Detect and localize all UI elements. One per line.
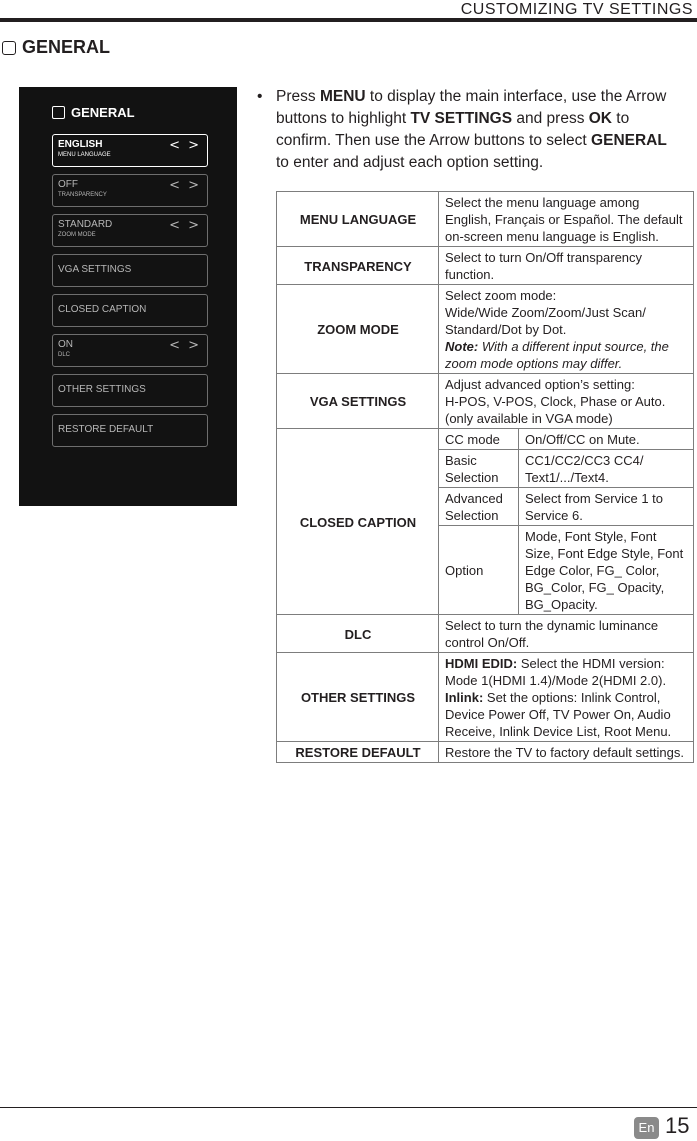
tv-menu-item-restore-default[interactable] — [52, 414, 208, 447]
edid-label: HDMI EDID: — [445, 656, 518, 671]
tv-menu-screenshot — [19, 87, 237, 506]
description-line — [445, 689, 688, 740]
description-line: Select zoom mode: — [445, 288, 557, 303]
description-line — [445, 655, 688, 689]
description-line: (only available in VGA mode) — [445, 411, 613, 426]
tv-menu-item-caption: MENU LANGUAGE — [58, 152, 111, 158]
setting-description: Restore the TV to factory default settings. — [439, 742, 694, 763]
intro-text-part: and press — [512, 110, 589, 127]
language-badge: En — [634, 1117, 659, 1139]
tv-menu-item-caption: TRANSPARENCY — [58, 192, 107, 198]
left-right-arrows-icon: < > — [169, 178, 201, 193]
cc-option-value: Mode, Font Style, Font Size, Font Edge Style, Font Edge Color, FG_ Color, BG_Color, FG_ Opacity, BG_Opacity. — [519, 526, 694, 615]
table-row — [277, 615, 694, 653]
left-right-arrows-icon: < > — [169, 338, 201, 353]
tv-menu-item-caption: DLC — [58, 352, 71, 358]
table-row — [277, 429, 694, 450]
tv-menu-heading — [52, 105, 135, 120]
tv-menu-item-value: ON — [58, 339, 73, 350]
note — [445, 338, 688, 372]
intro-text — [276, 86, 677, 174]
inlink-label: Inlink: — [445, 690, 484, 705]
page-number: 15 — [665, 1113, 690, 1138]
bullet-icon: • — [257, 88, 263, 105]
intro-bold-tv-settings: TV SETTINGS — [410, 110, 513, 127]
header-title: CUSTOMIZING TV SETTINGS — [460, 1, 693, 18]
table-row — [277, 247, 694, 285]
setting-description: Select the menu language among English, Français or Español. The default on-screen menu language is English. — [439, 192, 694, 247]
intro-instruction — [257, 86, 677, 174]
checkbox-square-icon — [2, 41, 16, 55]
tv-menu-item-value: ENGLISH — [58, 139, 103, 150]
general-settings-table — [276, 191, 694, 763]
table-row — [277, 285, 694, 374]
setting-description — [439, 374, 694, 429]
cc-option-label: Advanced Selection — [439, 488, 519, 526]
cc-option-label: Basic Selection — [439, 450, 519, 488]
tv-menu-item-value: OTHER SETTINGS — [58, 384, 146, 395]
cc-option-value: CC1/CC2/CC3 CC4/ Text1/.../Text4. — [519, 450, 694, 488]
tv-menu-item-menu-language[interactable] — [52, 134, 208, 167]
tv-menu-item-closed-caption[interactable] — [52, 294, 208, 327]
setting-name: OTHER SETTINGS — [277, 653, 439, 742]
tv-menu-item-value: STANDARD — [58, 219, 113, 230]
intro-text-part: to confirm. Then use the Arrow buttons to select — [276, 110, 630, 149]
setting-name: VGA SETTINGS — [277, 374, 439, 429]
description-line: H-POS, V-POS, Clock, Phase or Auto. — [445, 394, 666, 409]
description-line: Adjust advanced option’s setting: — [445, 377, 635, 392]
setting-description: Select to turn the dynamic luminance control On/Off. — [439, 615, 694, 653]
tv-menu-item-value: RESTORE DEFAULT — [58, 424, 154, 435]
intro-bold-general: GENERAL — [591, 132, 667, 149]
tv-menu-item-value: VGA SETTINGS — [58, 264, 132, 275]
inlink-text: Set the options: Inlink Control, Device Power Off, TV Power On, Audio Receive, Inlink Device List, Root Menu. — [445, 690, 672, 739]
section-heading — [2, 37, 110, 58]
cc-option-value: Select from Service 1 to Service 6. — [519, 488, 694, 526]
description-line: Wide/Wide Zoom/Zoom/Just Scan/ Standard/Dot by Dot. — [445, 305, 646, 337]
left-right-arrows-icon: < > — [169, 218, 201, 233]
cc-option-label: CC mode — [439, 429, 519, 450]
tv-menu-item-caption: ZOOM MODE — [58, 232, 96, 238]
setting-name: ZOOM MODE — [277, 285, 439, 374]
tv-menu-item-dlc[interactable] — [52, 334, 208, 367]
intro-text-part: to enter and adjust each option setting. — [276, 154, 544, 171]
table-row — [277, 374, 694, 429]
footer-rule — [0, 1107, 697, 1108]
table-row — [277, 742, 694, 763]
setting-description — [439, 653, 694, 742]
left-right-arrows-icon: < > — [169, 138, 201, 153]
section-title: GENERAL — [22, 37, 111, 57]
setting-name: DLC — [277, 615, 439, 653]
note-label: Note: — [445, 339, 479, 354]
tv-menu-item-zoom-mode[interactable] — [52, 214, 208, 247]
tv-menu-item-other-settings[interactable] — [52, 374, 208, 407]
tv-menu-item-transparency[interactable] — [52, 174, 208, 207]
table-row — [277, 653, 694, 742]
cc-option-value: On/Off/CC on Mute. — [519, 429, 694, 450]
tv-menu-item-vga-settings[interactable] — [52, 254, 208, 287]
table-row — [277, 192, 694, 247]
setting-name: MENU LANGUAGE — [277, 192, 439, 247]
setting-name: TRANSPARENCY — [277, 247, 439, 285]
header-rule — [0, 18, 697, 22]
intro-bold-ok: OK — [588, 110, 612, 127]
tv-menu-item-value: CLOSED CAPTION — [58, 304, 147, 315]
tv-menu-item-value: OFF — [58, 179, 78, 190]
setting-description: Select to turn On/Off transparency function. — [439, 247, 694, 285]
setting-name: RESTORE DEFAULT — [277, 742, 439, 763]
tv-menu-title: GENERAL — [71, 105, 135, 120]
checkbox-square-icon — [52, 106, 65, 119]
setting-description — [439, 285, 694, 374]
intro-text-part: Press — [276, 88, 320, 105]
cc-option-label: Option — [439, 526, 519, 615]
intro-text-part: to display the main interface, use the Arrow buttons to highlight — [276, 88, 667, 127]
intro-bold-menu: MENU — [319, 88, 366, 105]
edid-text: Select the HDMI version: Mode 1(HDMI 1.4)/Mode 2(HDMI 2.0). — [445, 656, 667, 688]
setting-name: CLOSED CAPTION — [277, 429, 439, 615]
note-text: With a different input source, the zoom mode options may differ. — [445, 339, 669, 371]
